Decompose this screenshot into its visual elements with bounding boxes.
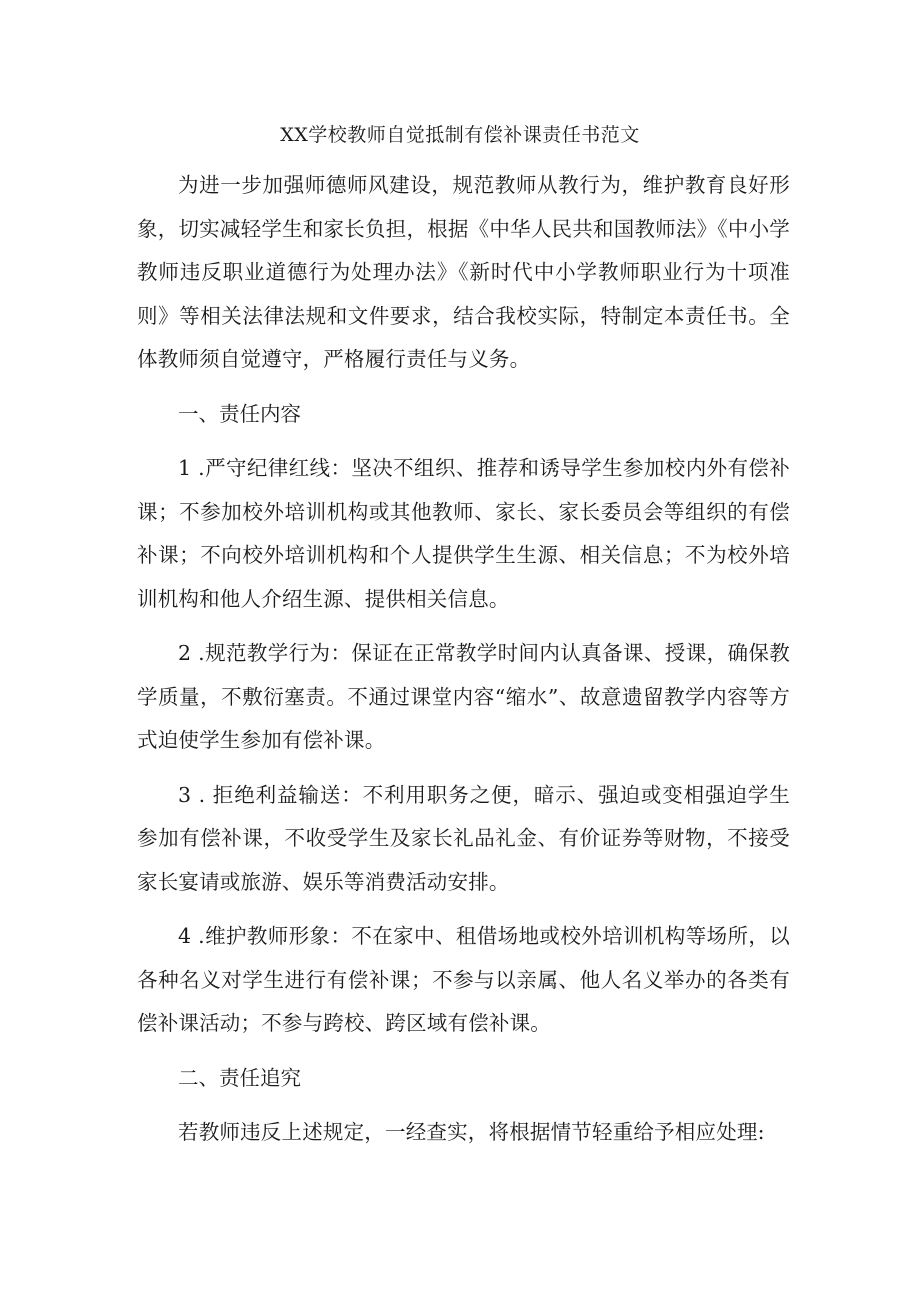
responsibility-item: 4 .维护教师形象：不在家中、租借场地或校外培训机构等场所，以各种名义对学生进行有偿补课；不参与以亲属、他人名义举办的各类有偿补课活动；不参与跨校、跨区域有偿补课。 xyxy=(137,924,790,1035)
responsibility-item: 3 . 拒绝利益输送：不利用职务之便，暗示、强迫或变相强迫学生参加有偿补课，不收受学生及家长礼品礼金、有价证券等财物，不接受家长宴请或旅游、娱乐等消费活动安排。 xyxy=(137,782,790,894)
document-body xyxy=(137,164,790,1166)
document-title: XX学校教师自觉抵制有偿补课责任书范文 xyxy=(280,124,640,146)
intro-paragraph: 为进一步加强师德师风建设，规范教师从教行为，维护教育良好形象，切实减轻学生和家长负担，根据《中华人民共和国教师法》《中小学教师违反职业道德行为处理办法》《新时代中小学教师职业行为十项准则》等相关法律法规和文件要求，结合我校实际，特制定本责任书。全体教师须自觉遵守，严格履行责任与义务。 xyxy=(137,173,790,371)
responsibility-item: 1 .严守纪律红线：坚决不组织、推荐和诱导学生参加校内外有偿补课；不参加校外培训机构或其他教师、家长、家长委员会等组织的有偿补课；不向校外培训机构和个人提供学生生源、相关信息；不为校外培训机构和他人介绍生源、提供相关信息。 xyxy=(137,456,790,611)
responsibility-item: 2 .规范教学行为：保证在正常教学时间内认真备课、授课，确保教学质量，不敷衍塞责。不通过课堂内容“缩水”、故意遗留教学内容等方式迫使学生参加有偿补课。 xyxy=(137,641,790,752)
accountability-intro: 若教师违反上述规定，一经查实，将根据情节轻重给予相应处理: xyxy=(178,1120,765,1144)
section-heading-responsibilities: 一、责任内容 xyxy=(178,401,301,426)
section-heading-accountability: 二、责任追究 xyxy=(178,1065,301,1090)
